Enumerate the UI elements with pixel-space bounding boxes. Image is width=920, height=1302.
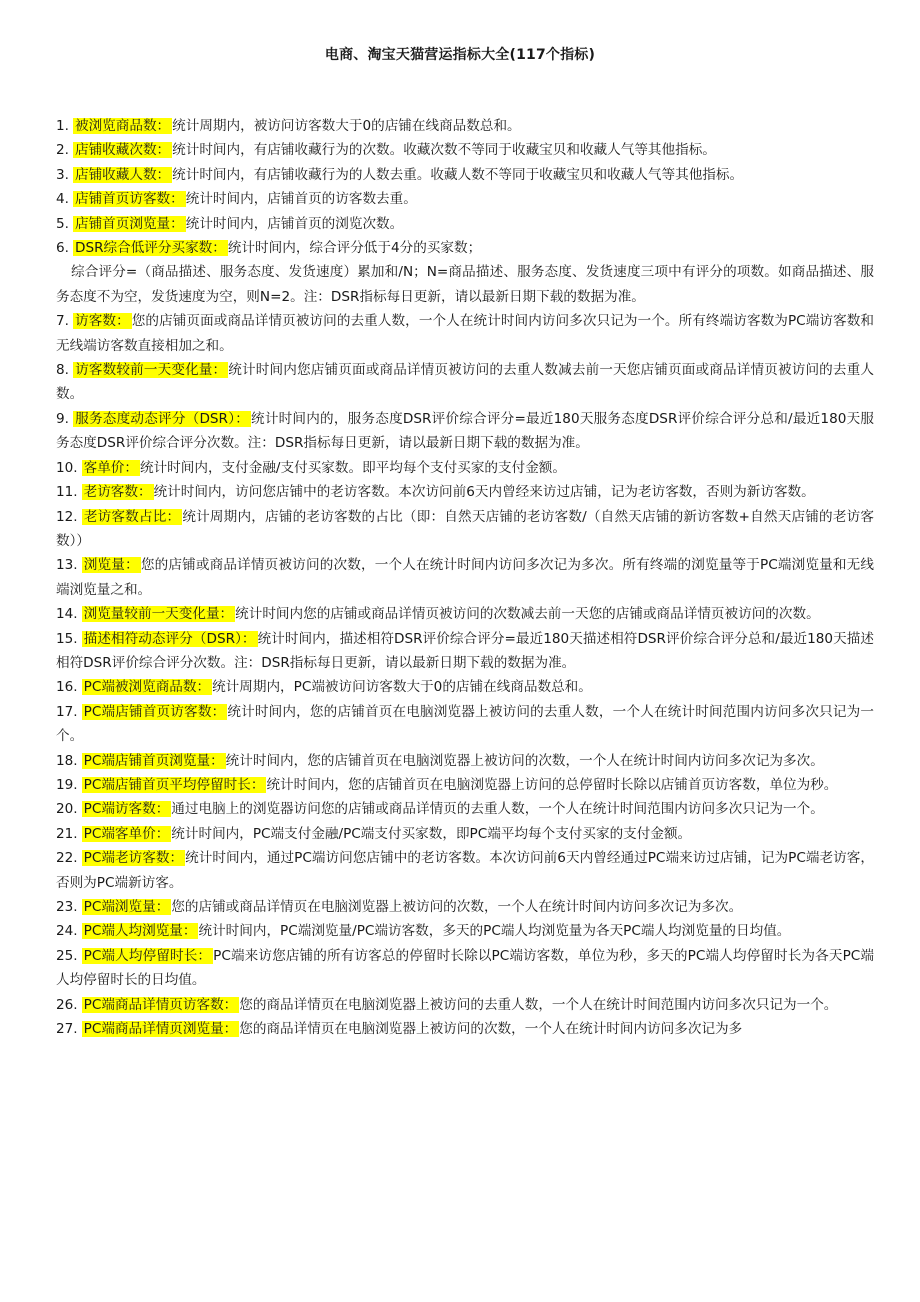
indicator-item [56, 553, 874, 602]
term-definition: 通过电脑上的浏览器访问您的店铺或商品详情页的去重人数，一个人在统计时间范围内访问多次只记为一个。 [171, 801, 824, 818]
term-definition: 统计时间内您的店铺或商品详情页被访问的次数减去前一天您的店铺或商品详情页被访问的次数。 [235, 606, 820, 623]
indicator-item [56, 675, 874, 699]
indicator-item [56, 505, 874, 554]
indicator-item [56, 602, 874, 626]
item-number: 13. [56, 557, 78, 574]
indicator-item [56, 114, 874, 138]
highlighted-term: PC端人均浏览量： [83, 923, 197, 940]
highlighted-term: PC端商品详情页浏览量： [83, 1021, 238, 1038]
item-number: 19. [56, 776, 78, 793]
indicator-item [56, 309, 874, 358]
term-definition: 统计时间内，您的店铺首页在电脑浏览器上访问的总停留时长除以店铺首页访客数，单位为秒。 [266, 776, 838, 793]
indicator-item [56, 187, 874, 211]
highlighted-term: PC端访客数： [83, 801, 170, 818]
indicator-item [56, 456, 874, 480]
item-note: 综合评分=（商品描述、服务态度、发货速度）累加和/N；N=商品描述、服务态度、发货速度三项中有评分的项数。如商品描述、服务态度不为空，发货速度为空，则N=2。注：DSR指标每日更新，请以最新日期下载的数据为准。 [56, 264, 874, 305]
indicator-item [56, 797, 874, 821]
highlighted-term: 浏览量较前一天变化量： [83, 606, 234, 623]
item-number: 22. [56, 850, 78, 867]
indicator-item [56, 627, 874, 676]
indicator-item [56, 944, 874, 993]
term-definition: 您的店铺页面或商品详情页被访问的去重人数，一个人在统计时间内访问多次只记为一个。所有终端访客数为PC端访客数和无线端访客数直接相加之和。 [56, 313, 875, 354]
indicator-item [56, 407, 874, 456]
item-number: 3. [56, 166, 69, 183]
item-number: 12. [56, 508, 78, 525]
term-definition: 统计时间内，店铺首页的访客数去重。 [185, 191, 417, 208]
term-definition: 您的店铺或商品详情页在电脑浏览器上被访问的次数，一个人在统计时间内访问多次记为多次。 [171, 899, 743, 915]
term-definition: 统计时间内，综合评分低于4分的买家数； [227, 240, 482, 257]
indicator-item [56, 895, 874, 919]
item-number: 10. [56, 459, 78, 476]
item-number: 4. [56, 191, 69, 208]
highlighted-term: 服务态度动态评分（DSR）： [74, 410, 250, 427]
highlighted-term: 被浏览商品数： [74, 118, 171, 134]
indicator-item [56, 773, 874, 797]
term-definition: 统计周期内，PC端被访问访客数大于0的店铺在线商品数总和。 [212, 679, 592, 696]
highlighted-term: 老访客数： [83, 484, 152, 501]
term-definition: 统计周期内，被访问访客数大于0的店铺在线商品数总和。 [172, 118, 521, 134]
indicator-item [56, 163, 874, 187]
highlighted-term: 描述相符动态评分（DSR）： [83, 630, 256, 647]
indicator-list [56, 114, 874, 1041]
item-number: 2. [56, 142, 69, 159]
indicator-item [56, 212, 874, 236]
term-definition: 统计时间内，有店铺收藏行为的人数去重。收藏人数不等同于收藏宝贝和收藏人气等其他指标。 [172, 166, 744, 183]
term-definition: 统计时间内，通过PC端访问您店铺中的老访客数。本次访问前6天内曾经通过PC端来访过店铺，记为PC端老访客，否则为PC端新访客。 [56, 850, 874, 891]
indicator-item [56, 358, 874, 407]
term-definition: 您的商品详情页在电脑浏览器上被访问的次数，一个人在统计时间内访问多次记为多 [239, 1021, 743, 1038]
term-definition: 统计时间内，PC端支付金融/PC端支付买家数，即PC端平均每个支付买家的支付金额。 [171, 825, 692, 842]
term-definition: 统计时间内，描述相符DSR评价综合评分=最近180天描述相符DSR评价综合评分总和/最近180天描述相符DSR评价综合评分次数。注：DSR指标每日更新，请以最新日期下载的数据为准。 [56, 630, 874, 671]
item-number: 14. [56, 606, 78, 623]
highlighted-term: DSR综合低评分买家数： [74, 240, 226, 257]
term-definition: 统计时间内，您的店铺首页在电脑浏览器上被访问的去重人数，一个人在统计时间范围内访问多次只记为一个。 [56, 703, 874, 745]
highlighted-term: PC端客单价： [83, 825, 170, 842]
item-number: 8. [56, 362, 69, 379]
item-number: 27. [56, 1021, 78, 1038]
highlighted-term: PC端浏览量： [83, 899, 170, 915]
term-definition: 统计时间内，店铺首页的浏览次数。 [185, 215, 404, 232]
term-definition: 统计时间内，访问您店铺中的老访客数。本次访问前6天内曾经来访过店铺，记为老访客数，否则为新访客数。 [153, 484, 815, 501]
item-number: 26. [56, 996, 78, 1013]
highlighted-term: PC端店铺首页平均停留时长： [83, 776, 265, 793]
term-definition: 您的店铺或商品详情页被访问的次数，一个人在统计时间内访问多次记为多次。所有终端的浏览量等于PC端浏览量和无线端浏览量之和。 [56, 557, 874, 598]
term-definition: 您的商品详情页在电脑浏览器上被访问的去重人数，一个人在统计时间范围内访问多次只记为一个。 [239, 996, 838, 1013]
item-number: 5. [56, 215, 69, 232]
item-number: 21. [56, 825, 78, 842]
item-number: 9. [56, 410, 69, 427]
highlighted-term: 客单价： [83, 459, 138, 476]
term-definition: 统计周期内，店铺的老访客数的占比（即：自然天店铺的老访客数/（自然天店铺的新访客数+自然天店铺的老访客数）） [56, 508, 875, 549]
item-number: 11. [56, 484, 78, 501]
indicator-item [56, 993, 874, 1017]
indicator-item [56, 822, 874, 846]
item-number: 7. [56, 313, 69, 330]
indicator-item [56, 480, 874, 504]
indicator-item [56, 846, 874, 895]
highlighted-term: 浏览量： [83, 557, 139, 574]
highlighted-term: 访客数： [74, 313, 130, 330]
indicator-item [56, 1017, 874, 1041]
item-number: 1. [56, 118, 69, 134]
page-title: 电商、淘宝天猫营运指标大全(117个指标) [324, 47, 596, 63]
term-definition: 统计时间内，您的店铺首页在电脑浏览器上被访问的次数，一个人在统计时间内访问多次记为多次。 [225, 752, 824, 769]
highlighted-term: 店铺收藏人数： [74, 166, 171, 183]
term-definition: PC端来访您店铺的所有访客总的停留时长除以PC端访客数，单位为秒，多天的PC端人均停留时长为各天PC端人均停留时长的日均值。 [56, 947, 874, 989]
highlighted-term: PC端店铺首页浏览量： [83, 752, 224, 769]
item-number: 20. [56, 801, 78, 818]
indicator-item [56, 236, 874, 260]
highlighted-term: PC端店铺首页访客数： [83, 703, 226, 720]
term-definition: 统计时间内，有店铺收藏行为的次数。收藏次数不等同于收藏宝贝和收藏人气等其他指标。 [172, 142, 716, 159]
highlighted-term: 店铺首页访客数： [74, 191, 184, 208]
highlighted-term: 店铺收藏次数： [74, 142, 171, 159]
highlighted-term: 访客数较前一天变化量： [74, 362, 227, 379]
indicator-item [56, 919, 874, 943]
item-number: 18. [56, 752, 78, 769]
indicator-item [56, 700, 874, 749]
item-number: 25. [56, 947, 78, 964]
term-definition: 统计时间内，支付金融/支付买家数。即平均每个支付买家的支付金额。 [140, 459, 566, 476]
item-number: 17. [56, 703, 78, 720]
highlighted-term: PC端商品详情页访客数： [83, 996, 238, 1013]
item-number: 24. [56, 923, 78, 940]
indicator-item [56, 749, 874, 773]
term-definition: 统计时间内您店铺页面或商品详情页被访问的去重人数减去前一天您店铺页面或商品详情页被访问的去重人数。 [56, 362, 875, 403]
item-number: 6. [56, 240, 69, 257]
item-number: 23. [56, 899, 78, 915]
highlighted-term: PC端人均停留时长： [83, 947, 212, 964]
highlighted-term: PC端老访客数： [83, 850, 184, 867]
term-definition: 统计时间内的，服务态度DSR评价综合评分=最近180天服务态度DSR评价综合评分总和/最近180天服务态度DSR评价综合评分次数。注：DSR指标每日更新，请以最新日期下载的数据为准。 [56, 410, 874, 452]
highlighted-term: 老访客数占比： [83, 508, 181, 525]
indicator-item [56, 138, 874, 162]
term-definition: 统计时间内，PC端浏览量/PC端访客数，多天的PC端人均浏览量为各天PC端人均浏览量的日均值。 [198, 923, 791, 940]
highlighted-term: PC端被浏览商品数： [83, 679, 211, 696]
item-number: 16. [56, 679, 78, 696]
item-number: 15. [56, 630, 78, 647]
highlighted-term: 店铺首页浏览量： [74, 215, 184, 232]
